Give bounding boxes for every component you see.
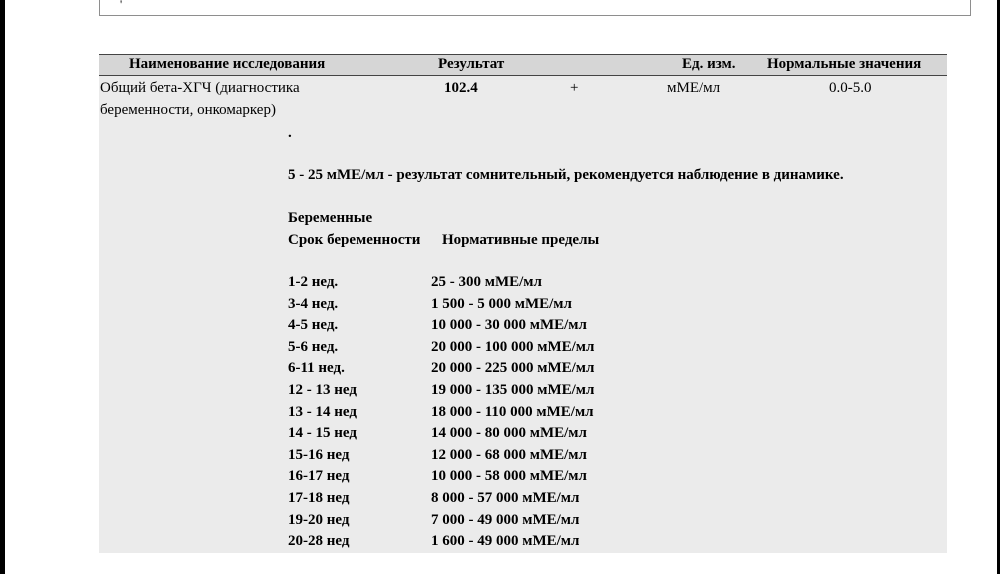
pregnancy-norm-row [288, 337, 688, 359]
test-value: 102.4 [444, 80, 478, 96]
note-col-term: Срок беременности [288, 232, 421, 248]
pregnancy-term: 17-18 нед [288, 490, 350, 506]
pregnancy-norm-row [288, 380, 688, 402]
pregnancy-norm-row [288, 272, 688, 294]
pregnancy-norm-row [288, 294, 688, 316]
pregnancy-term: 5-6 нед. [288, 338, 339, 355]
note-pregnant-title: Беременные [288, 210, 373, 226]
previous-section-box [99, 0, 971, 16]
pregnancy-norm-row [288, 358, 688, 380]
pregnancy-range: 10 000 - 58 000 мМЕ/мл [431, 468, 587, 485]
test-name-line2: беременности, онкомаркер) [100, 102, 276, 118]
previous-section-mark: ' [120, 0, 123, 11]
pregnancy-range: 12 000 - 68 000 мМЕ/мл [431, 446, 587, 463]
pregnancy-norm-row [288, 445, 688, 467]
note-dot: . [288, 125, 292, 141]
pregnancy-range: 19 000 - 135 000 мМЕ/мл [431, 382, 595, 398]
pregnancy-term: 12 - 13 нед [288, 382, 357, 398]
pregnancy-range: 14 000 - 80 000 мМЕ/мл [431, 425, 587, 442]
pregnancy-norm-row [288, 488, 688, 510]
results-table-header [99, 54, 947, 76]
pregnancy-norm-row [288, 531, 688, 553]
header-unit: Ед. изм. [682, 56, 736, 72]
note-col-limits: Нормативные пределы [442, 232, 600, 248]
pregnancy-norm-row [288, 402, 688, 424]
header-normal: Нормальные значения [767, 56, 922, 72]
pregnancy-term: 15-16 нед [288, 446, 350, 463]
pregnancy-range: 20 000 - 100 000 мМЕ/мл [431, 338, 595, 355]
pregnancy-term: 1-2 нед. [288, 274, 339, 290]
pregnancy-term: 19-20 нед [288, 511, 350, 528]
pregnancy-range: 1 500 - 5 000 мМЕ/мл [431, 295, 572, 312]
pregnancy-term: 14 - 15 нед [288, 425, 357, 442]
pregnancy-norm-row [288, 315, 688, 337]
pregnancy-term: 3-4 нед. [288, 295, 339, 312]
note-doubtful-result: 5 - 25 мМЕ/мл - результат сомнительный, рекомендуется наблюдение в динамике. [288, 167, 844, 183]
pregnancy-norm-row [288, 466, 688, 488]
header-result: Результат [438, 56, 505, 72]
pregnancy-range: 20 000 - 225 000 мМЕ/мл [431, 360, 595, 377]
header-name: Наименование исследования [129, 56, 326, 72]
pregnancy-term: 6-11 нед. [288, 360, 345, 377]
pregnancy-range: 8 000 - 57 000 мМЕ/мл [431, 490, 580, 506]
test-unit: мМЕ/мл [667, 80, 721, 96]
test-normal-range: 0.0-5.0 [829, 80, 872, 96]
pregnancy-term: 4-5 нед. [288, 317, 339, 334]
pregnancy-norm-row [288, 510, 688, 532]
pregnancy-range: 7 000 - 49 000 мМЕ/мл [431, 511, 580, 528]
pregnancy-range: 18 000 - 110 000 мМЕ/мл [431, 403, 594, 420]
left-window-edge [0, 0, 5, 574]
test-name-line1: Общий бета-ХГЧ (диагностика [100, 80, 300, 96]
pregnancy-term: 20-28 нед [288, 533, 350, 550]
pregnancy-range: 1 600 - 49 000 мМЕ/мл [431, 533, 580, 550]
pregnancy-range: 10 000 - 30 000 мМЕ/мл [431, 317, 587, 334]
pregnancy-term: 16-17 нед [288, 468, 350, 485]
pregnancy-range: 25 - 300 мМЕ/мл [431, 274, 542, 290]
pregnancy-norm-row [288, 423, 688, 445]
pregnancy-term: 13 - 14 нед [288, 403, 357, 420]
test-flag: + [570, 80, 579, 96]
